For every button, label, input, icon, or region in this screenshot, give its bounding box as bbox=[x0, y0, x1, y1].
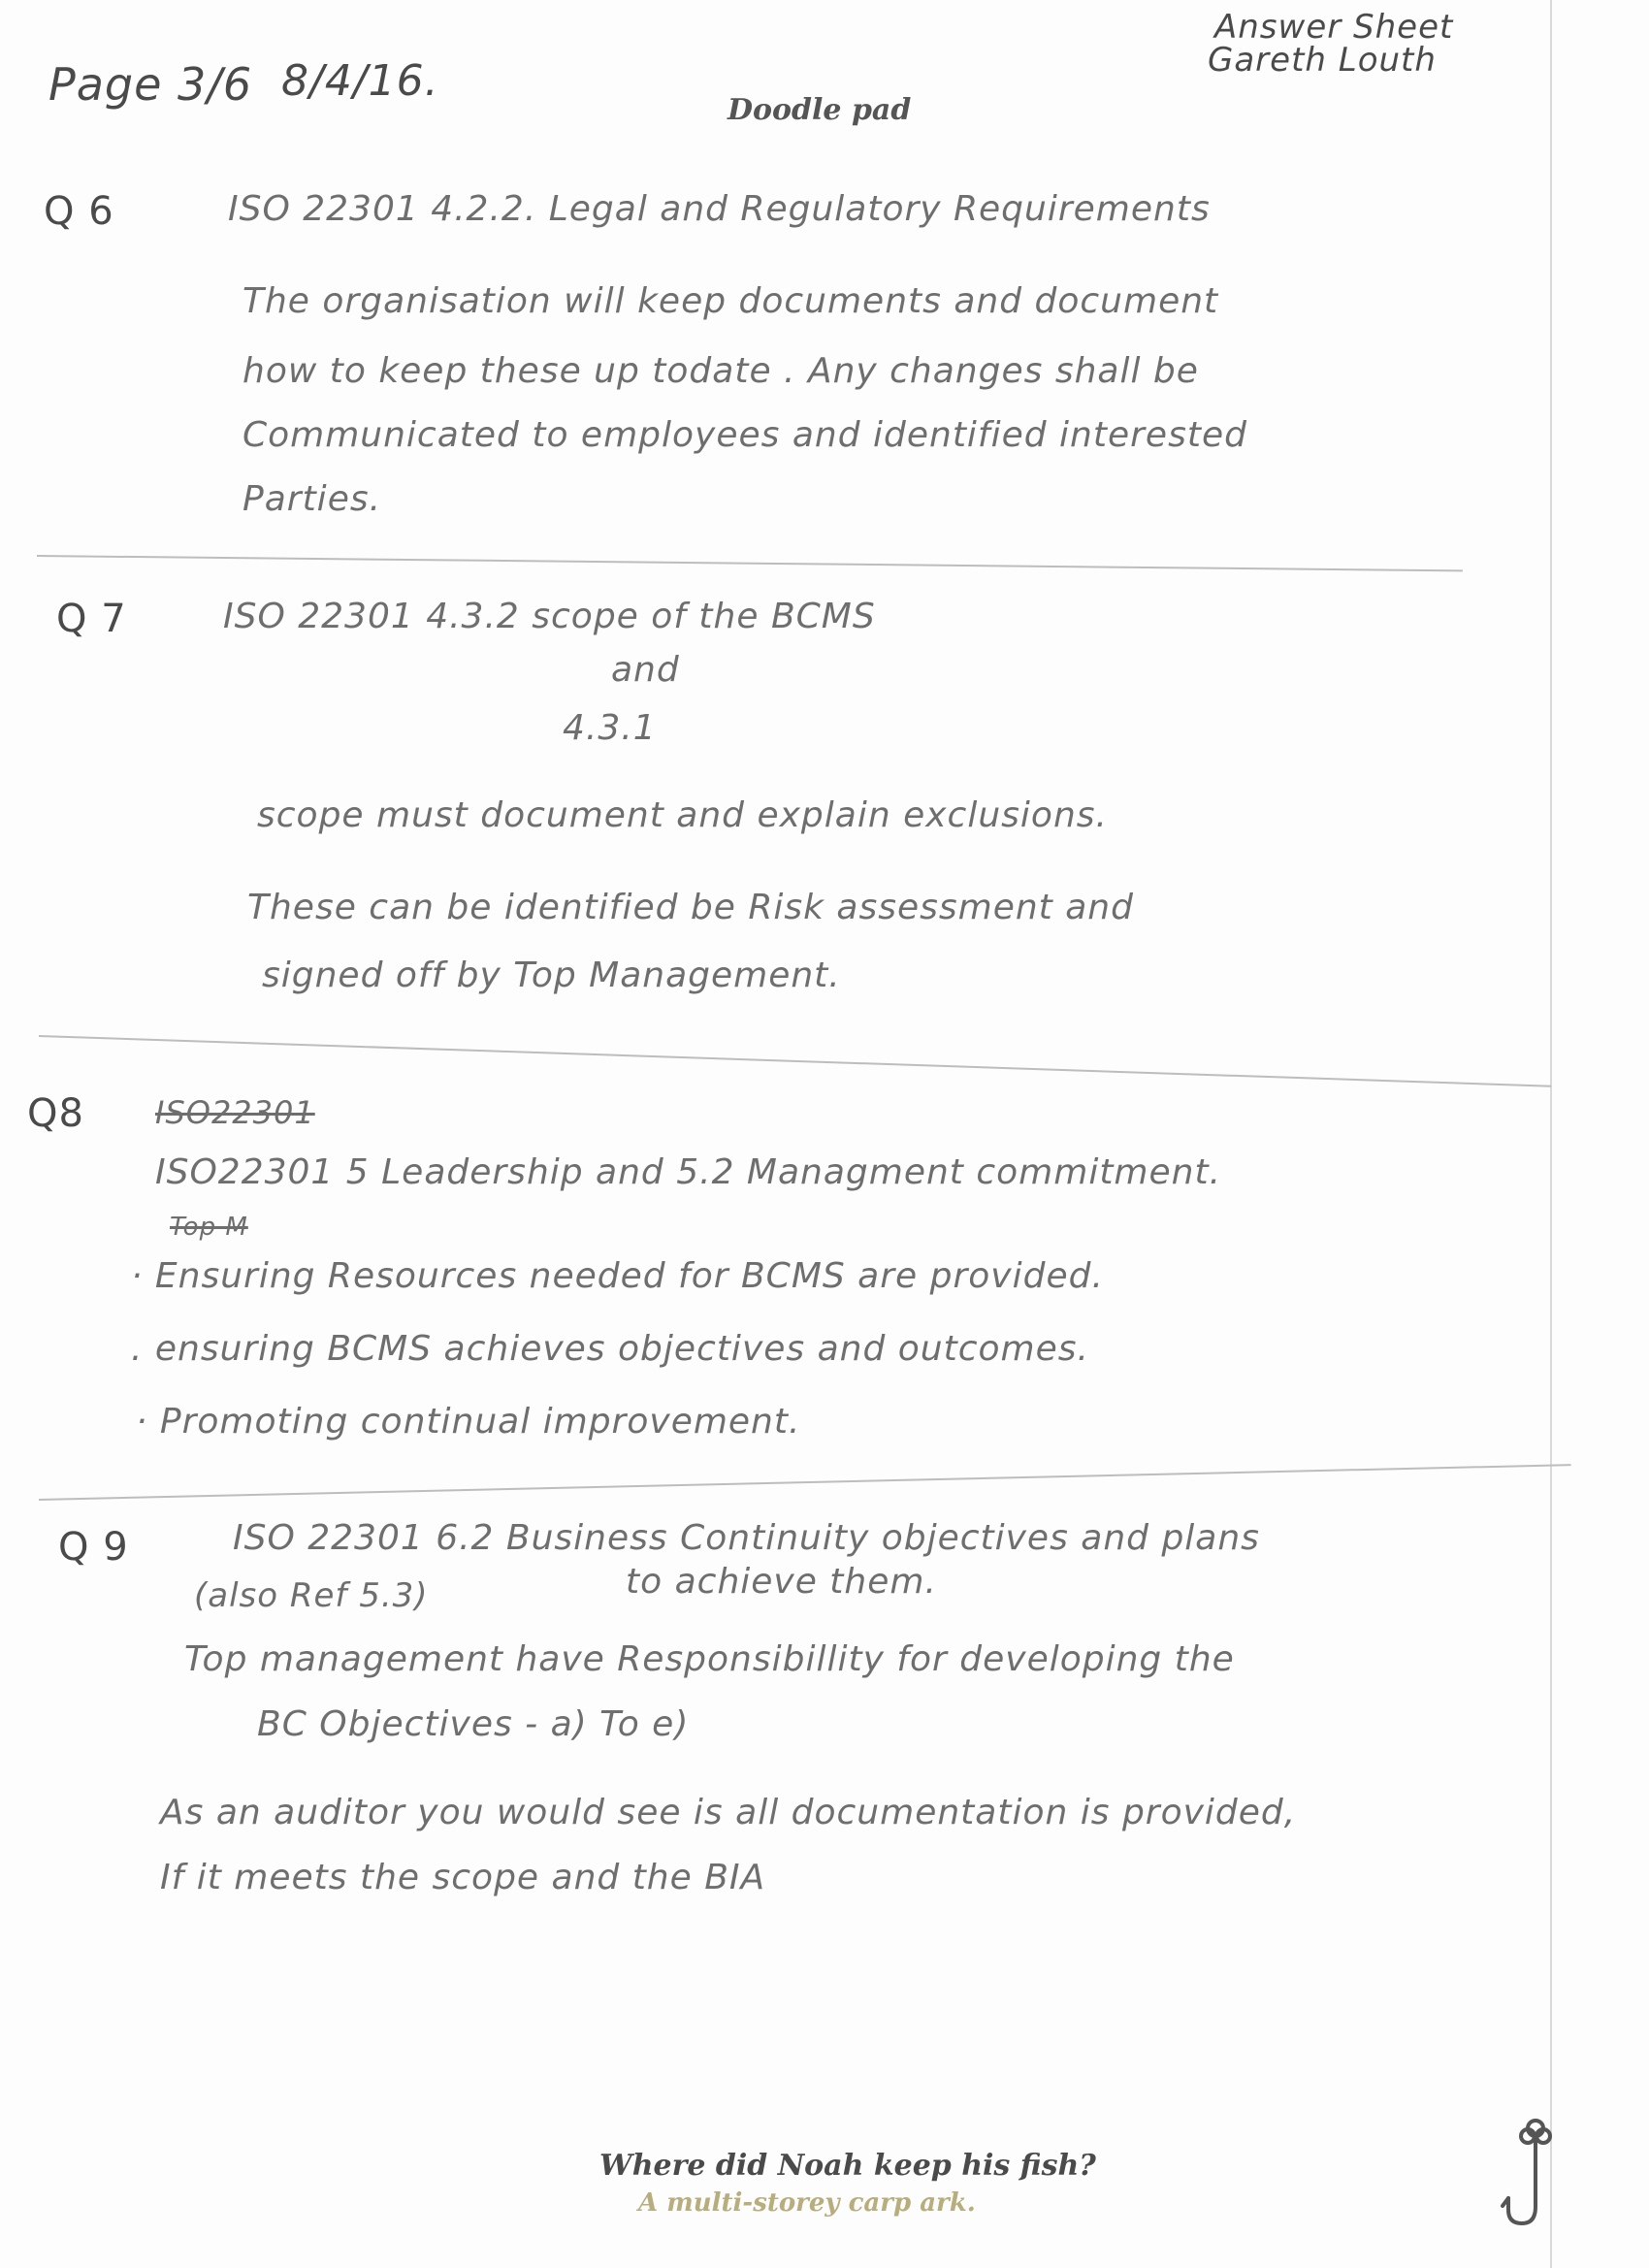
q8-bullet: . ensuring BCMS achieves objectives and outcomes. bbox=[131, 1329, 1089, 1369]
q7-and: and bbox=[611, 650, 680, 690]
q9-heading-continued: to achieve them. bbox=[626, 1562, 937, 1602]
q8-bullet: · Ensuring Resources needed for BCMS are provided. bbox=[131, 1256, 1104, 1296]
footer-punchline: A multi-storey carp ark. bbox=[638, 2188, 976, 2218]
q6-line: Parties. bbox=[242, 479, 382, 519]
q7-line: These can be identified be Risk assessment and bbox=[247, 888, 1134, 927]
q6-line: Communicated to employees and identified interested bbox=[242, 415, 1247, 455]
q8-struck-text: ISO22301 bbox=[155, 1094, 315, 1131]
question-8-heading: ISO22301 5 Leadership and 5.2 Managment commitment. bbox=[155, 1152, 1222, 1192]
fish-hook-icon bbox=[1499, 2115, 1567, 2231]
q9-reference-note: (also Ref 5.3) bbox=[194, 1576, 429, 1615]
q6-line: how to keep these up todate . Any changes shall be bbox=[242, 351, 1199, 391]
pad-title: Doodle pad bbox=[728, 93, 912, 127]
page-edge-line bbox=[1550, 0, 1552, 2268]
q9-line: If it meets the scope and the BIA bbox=[160, 1858, 766, 1897]
q8-bullet: · Promoting continual improvement. bbox=[136, 1402, 801, 1442]
q7-line: scope must document and explain exclusions. bbox=[257, 795, 1108, 835]
question-9-label: Q 9 bbox=[58, 1525, 129, 1570]
q9-line: As an auditor you would see is all documentation is provided, bbox=[160, 1793, 1297, 1832]
footer-joke: Where did Noah keep his fish? bbox=[599, 2149, 1096, 2183]
q6-line: The organisation will keep documents and document bbox=[242, 281, 1219, 321]
sheet-title: Answer Sheet bbox=[1214, 8, 1454, 47]
page-reference: Page 3/6 bbox=[48, 58, 253, 111]
divider bbox=[39, 1035, 1551, 1087]
q7-line: signed off by Top Management. bbox=[262, 956, 841, 995]
divider bbox=[39, 1464, 1571, 1501]
q8-struck-text: Top M bbox=[170, 1213, 248, 1242]
question-7-label: Q 7 bbox=[56, 597, 127, 641]
author-name: Gareth Louth bbox=[1208, 41, 1437, 80]
divider bbox=[37, 555, 1463, 571]
q9-line: BC Objectives - a) To e) bbox=[257, 1704, 690, 1744]
q7-ref-2: 4.3.1 bbox=[563, 708, 657, 748]
question-6-label: Q 6 bbox=[44, 189, 114, 234]
q9-line: Top management have Responsibillity for developing the bbox=[184, 1639, 1235, 1679]
date: 8/4/16. bbox=[281, 56, 439, 106]
question-9-heading: ISO 22301 6.2 Business Continuity objectives and plans bbox=[233, 1518, 1260, 1558]
question-6-heading: ISO 22301 4.2.2. Legal and Regulatory Requirements bbox=[228, 189, 1211, 229]
question-7-heading: ISO 22301 4.3.2 scope of the BCMS bbox=[223, 597, 876, 636]
question-8-label: Q8 bbox=[27, 1091, 84, 1136]
